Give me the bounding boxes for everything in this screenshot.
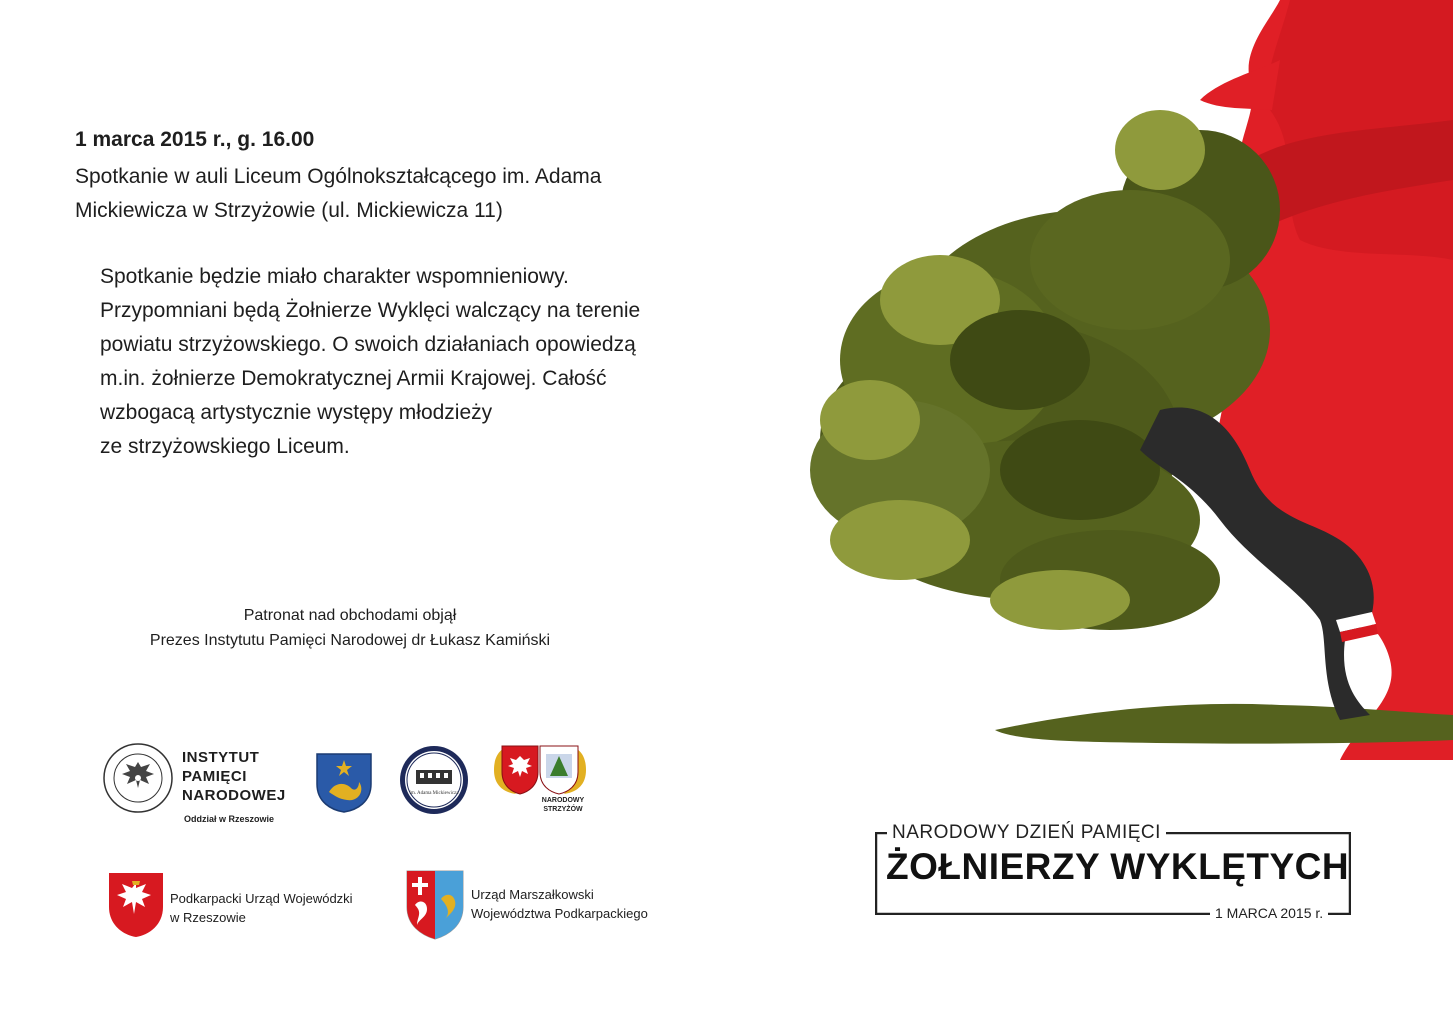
narodowy-strzyzow-logo [490, 742, 590, 798]
narodowy-logo-text [508, 796, 618, 814]
urzad-wojewodzki-line: w Rzeszowie [170, 910, 246, 925]
description-line: Przypomniani będą Żołnierze Wyklęci walczący na terenie [100, 299, 641, 322]
narodowy-text-line: STRZYŻÓW [543, 806, 583, 813]
ipn-logo-text [182, 748, 286, 805]
flag-edge [1200, 60, 1280, 110]
patronage-line: Prezes Instytutu Pamięci Narodowej dr Łukasz Kamiński [149, 632, 551, 649]
event-venue-line: Spotkanie w auli Liceum Ogólnokształcącego im. Adama [75, 165, 602, 188]
ipn-text-line: INSTYTUT [182, 749, 260, 766]
title-small: NARODOWY DZIEŃ PAMIĘCI [887, 822, 1166, 844]
event-venue [75, 160, 715, 228]
description-line: m.in. żołnierze Demokratycznej Armii Krajowej. Całość [100, 367, 607, 390]
podkarpackie-coat-of-arms-icon [405, 869, 465, 941]
description-line: ze strzyżowskiego Liceum. [100, 435, 350, 458]
description-line: Spotkanie będzie miało charakter wspomnieniowy. [100, 265, 569, 288]
description-line: powiatu strzyżowskiego. O swoich działaniach opowiedzą [100, 333, 636, 356]
event-venue-line: Mickiewicza w Strzyżowie (ul. Mickiewicza 11) [75, 199, 503, 222]
patronage-note [90, 603, 610, 653]
ipn-seal-logo [102, 742, 174, 814]
urzad-marszalkowski-line: Województwa Podkarpackiego [471, 906, 648, 921]
strzyzow-coat-of-arms-icon [315, 752, 373, 814]
tree-and-flag-illustration [780, 0, 1453, 760]
ipn-text-line: NARODOWEJ [182, 787, 286, 804]
narodowy-text-line: NARODOWY [541, 797, 585, 804]
urzad-marszalkowski-line: Urząd Marszałkowski [471, 887, 594, 902]
event-date: 1 marca 2015 r., g. 16.00 [75, 128, 315, 151]
ipn-text-line: PAMIĘCI [182, 768, 247, 785]
urzad-wojewodzki-text [170, 889, 353, 927]
patronage-line: Patronat nad obchodami objął [243, 607, 457, 624]
ipn-branch-text: Oddział w Rzeszowie [184, 814, 275, 824]
school-logo [398, 744, 470, 816]
event-description [100, 260, 740, 464]
school-logo-inner-text: im. Adama Mickiewicza [409, 791, 459, 796]
tree-foliage [810, 110, 1280, 630]
urzad-marszalkowski-text [471, 885, 648, 923]
description-line: wzbogacą artystycznie występy młodzieży [100, 401, 493, 424]
title-date: 1 MARCA 2015 r. [1210, 905, 1328, 921]
title-main: ŻOŁNIERZY WYKLĘTYCH [886, 846, 1350, 887]
urzad-wojewodzki-line: Podkarpacki Urząd Wojewódzki [170, 891, 353, 906]
polish-eagle-emblem-icon [107, 871, 165, 939]
